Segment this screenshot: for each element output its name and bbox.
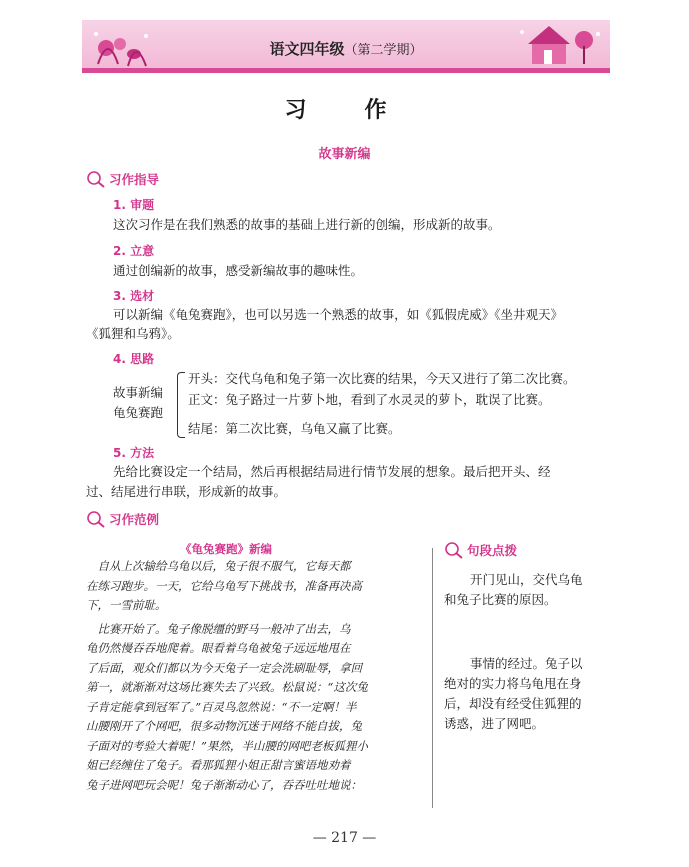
page-number: — 217 — xyxy=(312,830,377,846)
note-line: 事情的经过。兔子以 xyxy=(470,656,583,671)
outline-left-1: 故事新编 xyxy=(113,385,164,400)
guide-heading xyxy=(86,170,159,188)
book-title: 语文四年级 xyxy=(269,40,345,58)
story-line: 下，一雪前耻。 xyxy=(86,598,167,612)
header-title xyxy=(82,38,610,59)
topic-title: 故事新编 xyxy=(318,147,371,162)
story-line: 龟仍然慢吞吞地爬着。眼看着乌龟被兔子远远地甩在 xyxy=(86,641,351,655)
outline-item-2: 正文：兔子路过一片萝卜地，看到了水灵灵的萝卜，耽误了比赛。 xyxy=(188,392,551,407)
note-line: 和兔子比赛的原因。 xyxy=(444,592,557,607)
example-heading-label: 习作范例 xyxy=(109,512,160,527)
note-line: 开门见山，交代乌龟 xyxy=(470,572,583,587)
step-2-text: 通过创编新的故事，感受新编故事的趣味性。 xyxy=(113,263,364,278)
outline-item-3: 结尾：第二次比赛，乌龟又赢了比赛。 xyxy=(188,421,401,436)
magnifier-icon xyxy=(86,170,106,188)
step-5-label: 5. 方法 xyxy=(113,446,155,460)
notes-heading-label: 句段点拨 xyxy=(467,543,518,558)
story-line: 了后面，观众们都以为今天兔子一定会洗刷耻辱，拿回 xyxy=(86,660,362,675)
story-line: 自从上次输给乌龟以后，兔子很不服气，它每天都 xyxy=(86,559,351,573)
step-2-label: 2. 立意 xyxy=(113,244,155,258)
header-banner xyxy=(82,20,610,73)
note-line: 绝对的实力将乌龟甩在身 xyxy=(444,676,582,691)
step-3-line-2: 《狐狸和乌鸦》。 xyxy=(86,326,180,341)
story-line: 姐已经缠住了兔子。看那狐狸小姐正甜言蜜语地劝着 xyxy=(86,758,351,772)
story-line: 山腰刚开了个网吧，很多动物沉迷于网络不能自拔，兔 xyxy=(86,719,362,733)
example-title: 《龟兔赛跑》新编 xyxy=(180,542,272,556)
step-1-label: 1. 审题 xyxy=(113,198,155,212)
column-divider xyxy=(432,548,433,808)
step-5-line-2: 过、结尾进行串联，形成新的故事。 xyxy=(86,484,287,499)
story-line: 子肯定能拿到冠军了。”百灵鸟忽然说：“不一定啊！半 xyxy=(86,699,357,714)
story-line: 第一，就渐渐对这场比赛失去了兴致。松鼠说：“这次兔 xyxy=(86,680,368,694)
guide-heading-label: 习作指导 xyxy=(109,172,160,187)
outline-item-1: 开头：交代乌龟和兔子第一次比赛的结果，今天又进行了第二次比赛。 xyxy=(188,371,576,386)
step-3-line-1: 可以新编《龟兔赛跑》，也可以另选一个熟悉的故事，如《狐假虎威》《坐井观天》 xyxy=(113,307,564,322)
outline-left-2: 龟兔赛跑 xyxy=(113,405,164,420)
example-story xyxy=(86,557,428,795)
note-2 xyxy=(444,654,583,734)
outline-brace xyxy=(177,372,185,438)
step-3-label: 3. 选材 xyxy=(113,289,155,303)
step-5-line-1: 先给比赛设定一个结局，然后再根据结局进行情节发展的想象。最后把开头、经 xyxy=(113,464,551,479)
example-heading xyxy=(86,510,159,528)
note-1 xyxy=(444,570,583,610)
story-line: 兔子进网吧玩会呢！兔子渐渐动心了，吞吞吐吐地说： xyxy=(86,777,362,792)
step-4-label: 4. 思路 xyxy=(113,352,155,366)
book-subtitle: （第二学期） xyxy=(344,43,423,58)
magnifier-icon xyxy=(444,541,464,559)
note-line: 后，却没有经受住狐狸的 xyxy=(444,696,582,711)
story-line: 在练习跑步。一天，它给乌龟写下挑战书，准备再决高 xyxy=(86,578,362,593)
page-title: 习 作 xyxy=(284,98,405,123)
story-line: 子面对的考验大着呢！”果然，半山腰的网吧老板狐狸小 xyxy=(86,738,368,753)
step-1-text: 这次习作是在我们熟悉的故事的基础上进行新的创编，形成新的故事。 xyxy=(113,217,501,232)
magnifier-icon xyxy=(86,510,106,528)
note-line: 诱惑，进了网吧。 xyxy=(444,716,545,731)
story-line: 比赛开始了。兔子像脱缰的野马一般冲了出去，乌 xyxy=(86,621,351,636)
notes-heading xyxy=(444,541,517,559)
